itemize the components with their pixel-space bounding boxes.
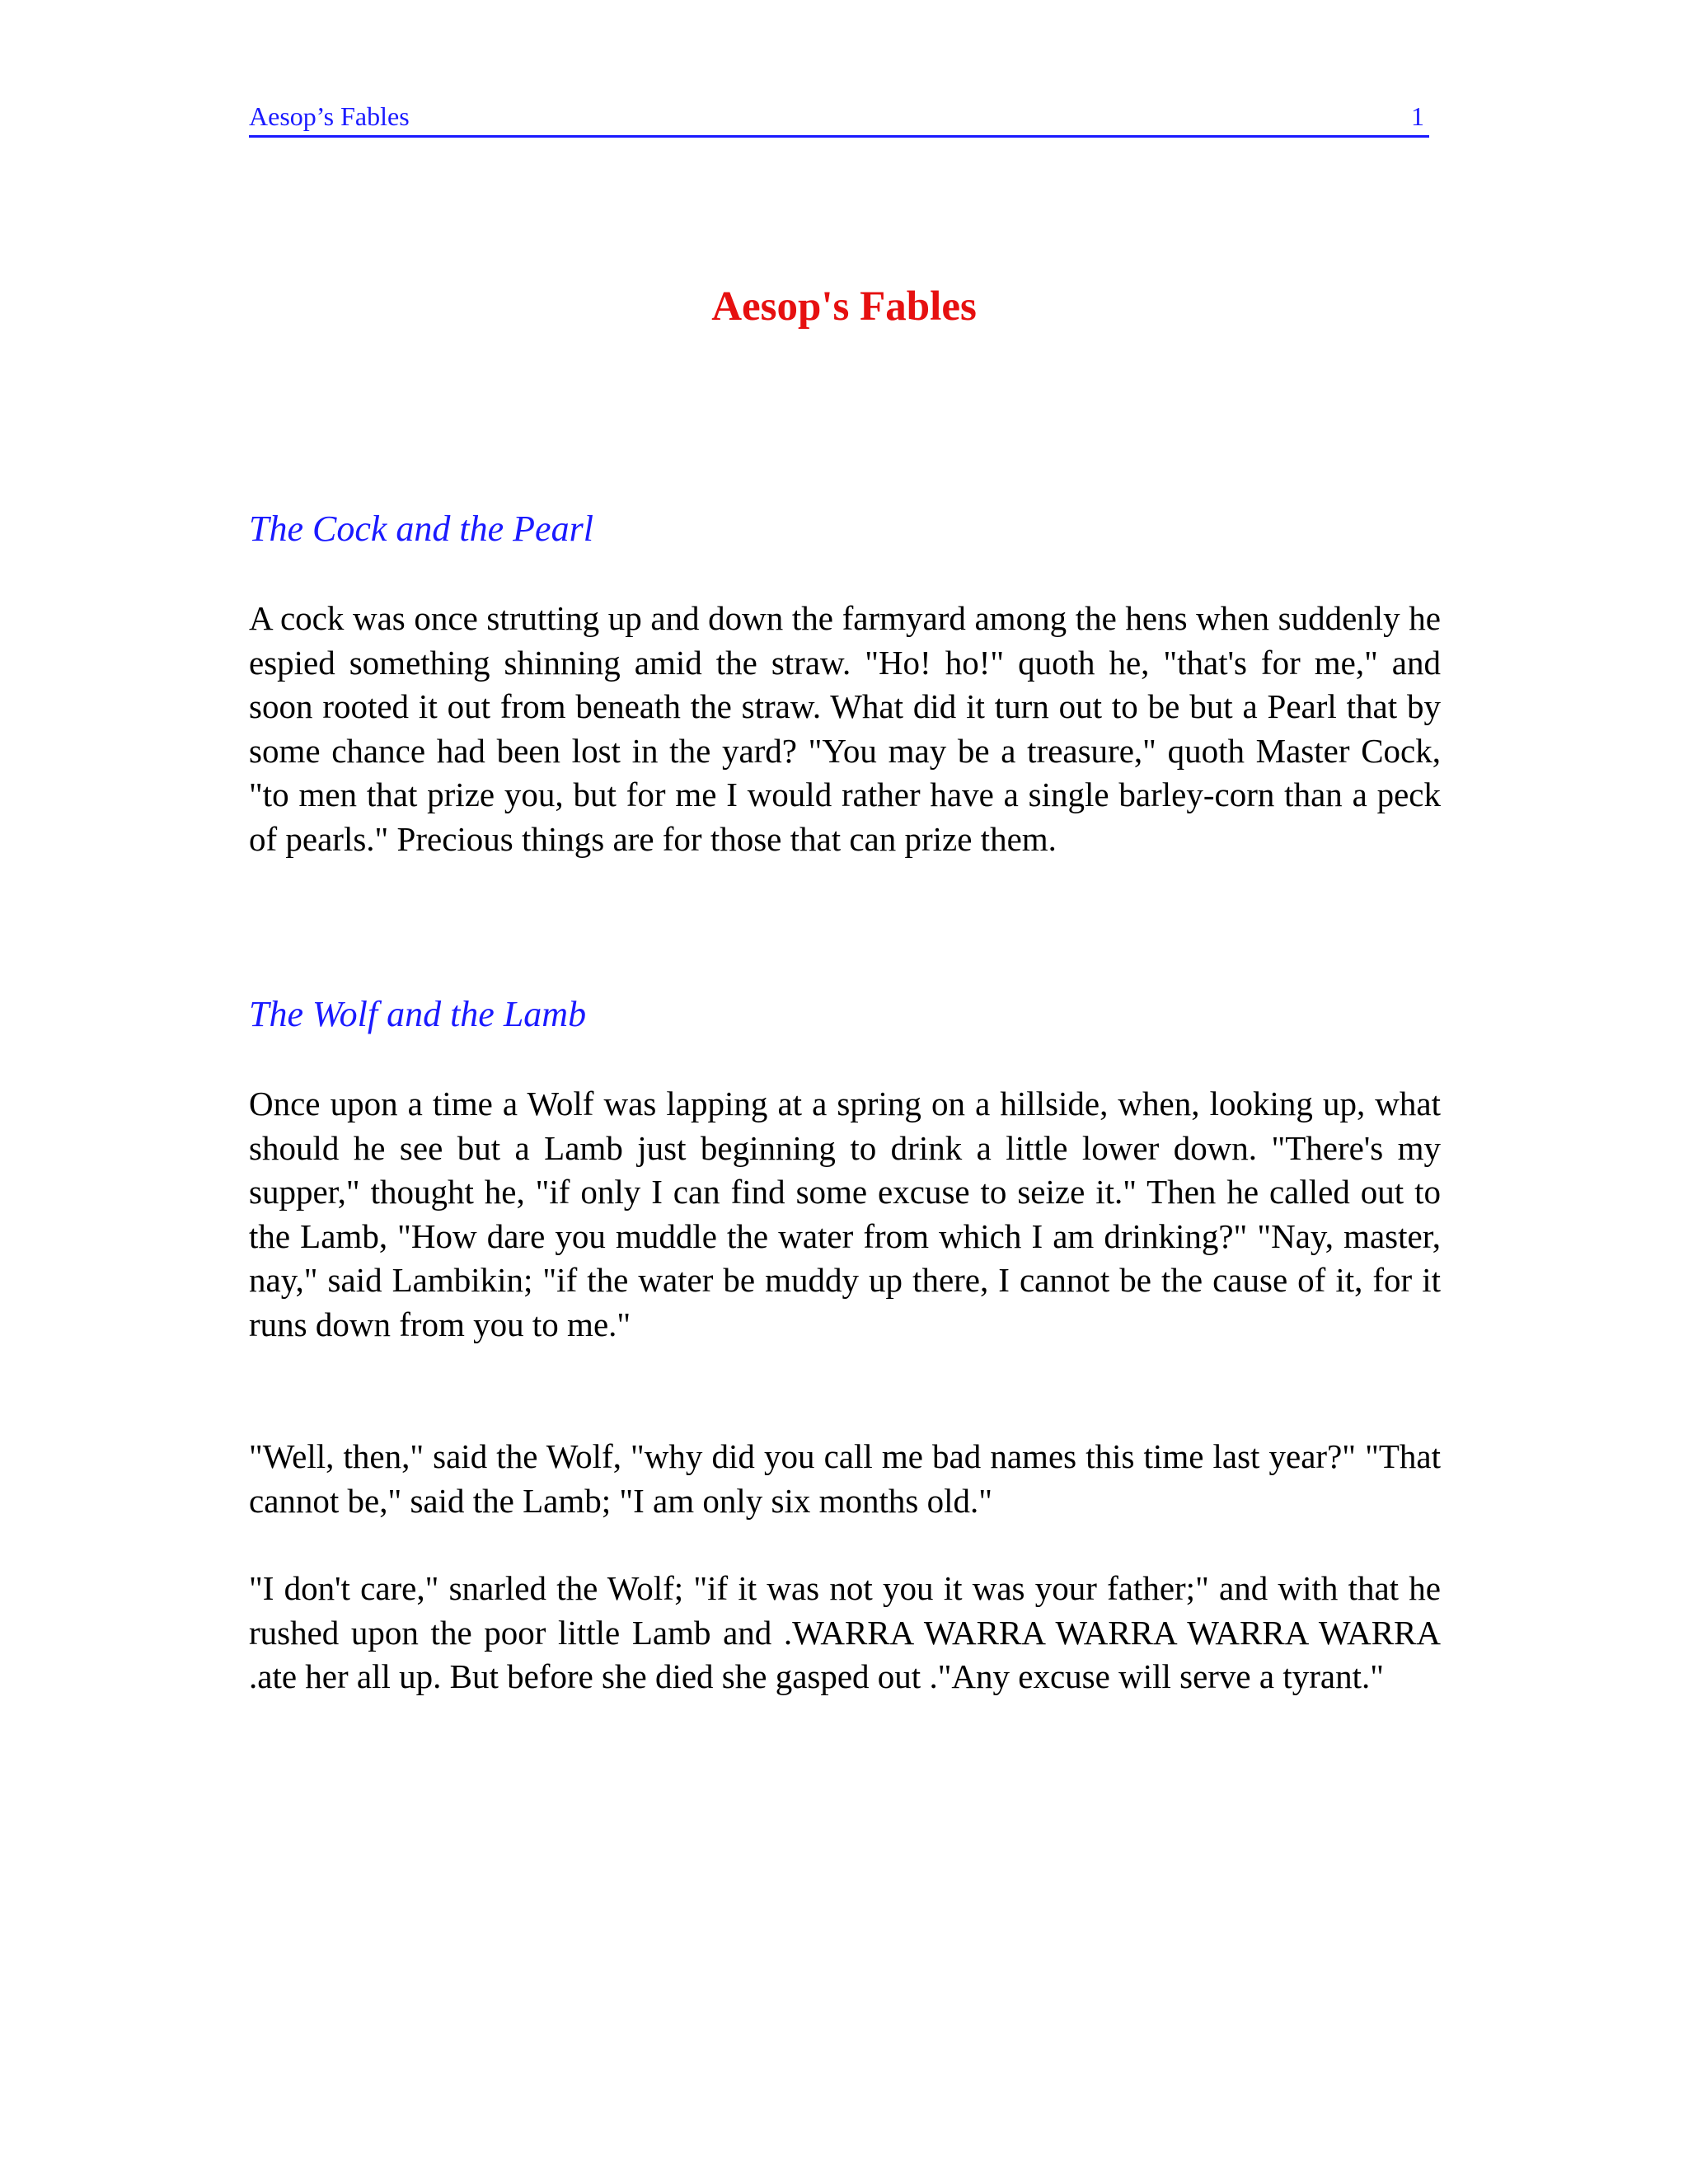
fable-paragraph: "Well, then," said the Wolf, "why did you call me bad names this time last year?" "That cannot be," said the Lamb; "I am only six months old." [249,1437,1441,1520]
header-title: Aesop’s Fables [249,101,410,131]
fable-paragraph: A cock was once strutting up and down the farmyard among the hens when suddenly he espied something shinning amid the straw. "Ho! ho!" quoth he, "that's for me," and soon rooted it out from beneath the straw. What did it turn out to be but a Pearl that by some chance had been lost in the yard? "You may be a treasure," quoth Master Cock, "to men that prize you, but for me I would rather have a single barley-corn than a peck of pearls." Precious things are for those that can prize them. [249,599,1441,858]
fable-title-wolf-and-lamb: The Wolf and the Lamb [249,994,587,1034]
fable-paragraph: Once upon a time a Wolf was lapping at a spring on a hillside, when, looking up, what should he see but a Lamb just beginning to drink a little lower down. "There's my supper," thought he, "if only I can find some excuse to seize it." Then he called out to the Lamb, "How dare you muddle the water from which I am drinking?" "Nay, master, nay," said Lambikin; "if the water be muddy up there, I cannot be the cause of it, for it runs down from you to me." [249,1085,1441,1343]
running-header [249,97,1429,138]
document-title: Aesop's Fables [711,284,977,330]
header-page-number: 1 [1411,101,1424,131]
fable-paragraph: "I don't care," snarled the Wolf; "if it was not you it was your father;" and with that he rushed upon the poor little Lamb and .WARRA WARRA WARRA WARRA WARRA .ate her all up. But before she died she gasped out ."Any excuse will serve a tyrant." [249,1569,1441,1695]
fable-title-cock-and-pearl: The Cock and the Pearl [249,509,593,549]
